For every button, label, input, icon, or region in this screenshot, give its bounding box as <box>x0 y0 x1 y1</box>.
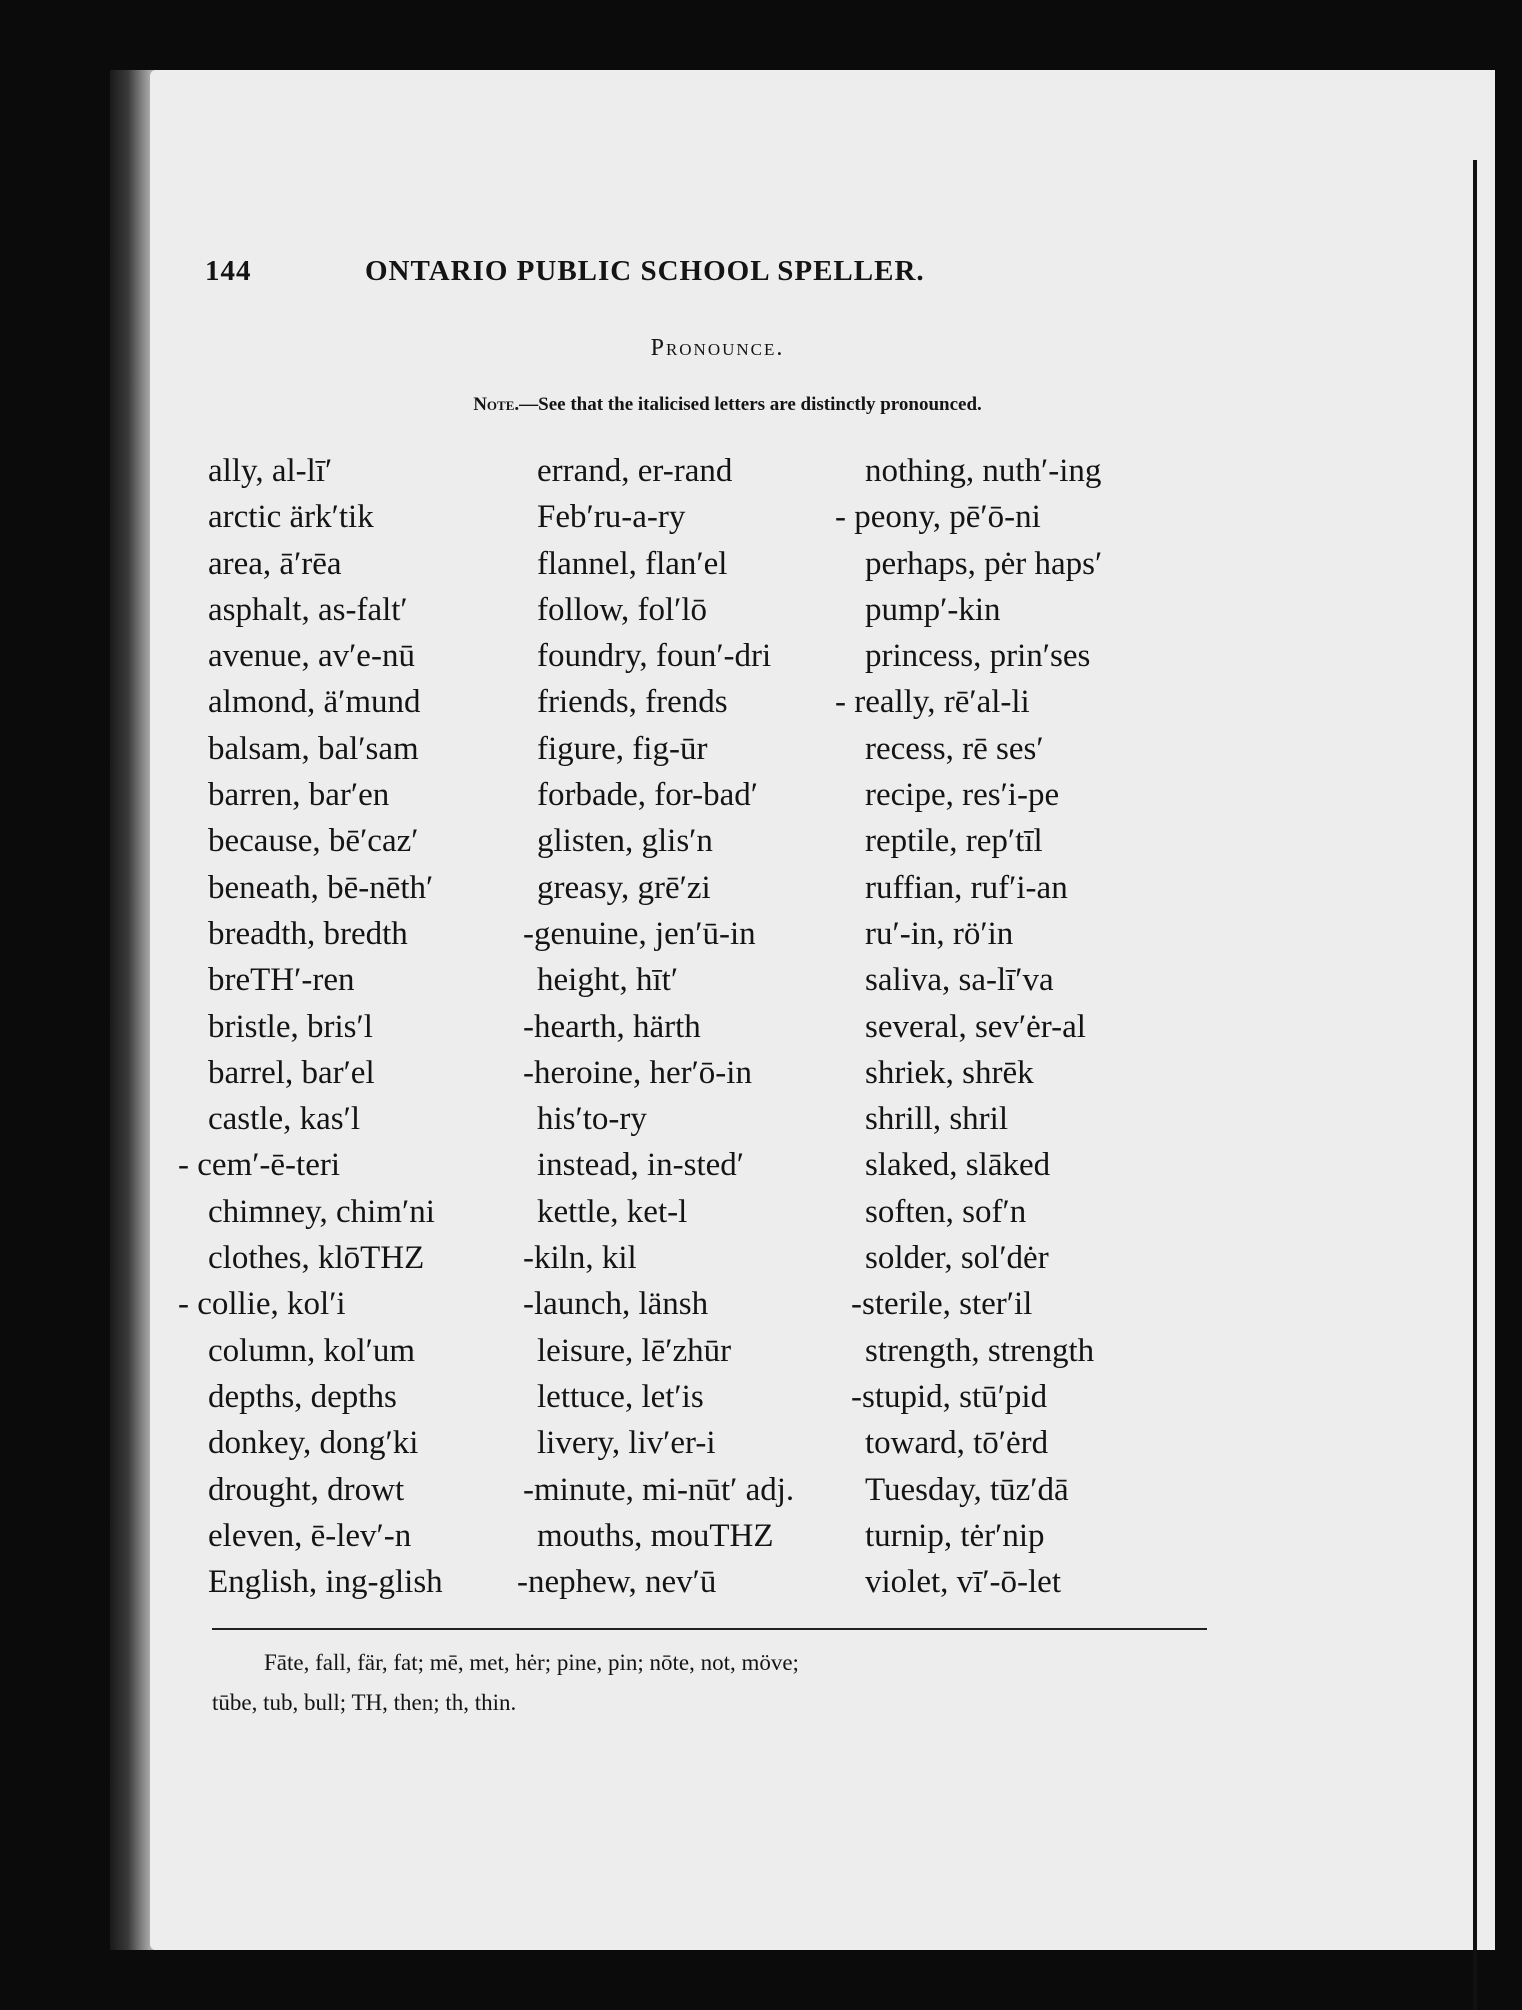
word-entry: livery, liv′er-i <box>537 1425 716 1462</box>
word-entry: forbade, for-bad′ <box>537 777 758 814</box>
word-entry: soften, sof′n <box>865 1193 1027 1230</box>
word-entry: leisure, lē′zhūr <box>537 1332 732 1369</box>
word-entry: friends, frends <box>537 684 728 721</box>
word-entry: -minute, mi-nūt′ adj. <box>523 1471 795 1508</box>
word-entry: foundry, foun′-dri <box>537 638 772 675</box>
word-entry: - peony, pē′ō-ni <box>835 499 1041 536</box>
word-entry: nothing, nuth′-ing <box>865 453 1102 489</box>
word-entry: barren, bar′en <box>208 777 390 814</box>
word-entry: donkey, dong′ki <box>208 1425 419 1462</box>
word-entry: clothes, klōTHZ <box>208 1240 425 1277</box>
word-column-3 <box>835 448 1335 1605</box>
word-entry: perhaps, pėr haps′ <box>865 545 1103 582</box>
word-entry: recipe, res′i-pe <box>865 777 1060 814</box>
word-entry: turnip, tėr′nip <box>865 1517 1045 1554</box>
word-entry: bristle, bris′l <box>208 1008 373 1045</box>
word-entry: balsam, bal′sam <box>208 730 419 767</box>
word-entry: beneath, bē-nēth′ <box>208 869 434 906</box>
word-entry: strength, strength <box>865 1332 1095 1369</box>
word-entry: slaked, slāked <box>865 1147 1051 1184</box>
word-entry: -heroine, her′ō-in <box>523 1054 752 1091</box>
word-entry: shrill, shril <box>865 1101 1009 1138</box>
word-entry: -hearth, härth <box>523 1008 701 1045</box>
word-entry: - collie, kol′i <box>178 1286 346 1323</box>
word-entry: -kiln, kil <box>523 1240 637 1277</box>
word-entry: saliva, sa-lī′va <box>865 962 1054 999</box>
page-title: ONTARIO PUBLIC SCHOOL SPELLER. <box>365 255 925 287</box>
word-entry: flannel, flan′el <box>537 545 728 582</box>
word-entry: barrel, bar′el <box>208 1054 375 1091</box>
word-entry: solder, sol′dėr <box>865 1240 1049 1277</box>
note-lead: Note. <box>473 394 520 415</box>
note-text: —See that the italicised letters are distinctly pronounced. <box>519 394 982 415</box>
word-entry: - cem′-ē-teri <box>178 1147 341 1184</box>
word-entry: princess, prin′ses <box>865 638 1091 675</box>
word-entry: - really, rē′al-li <box>835 684 1030 721</box>
word-entry: because, bē′caz′ <box>208 823 419 860</box>
word-entry: several, sev′ėr-al <box>865 1008 1086 1045</box>
word-entry: ruffian, ruf′i-an <box>865 869 1068 906</box>
word-entry: drought, drowt <box>208 1471 405 1508</box>
word-entry: lettuce, let′is <box>537 1378 704 1415</box>
word-entry: his′to-ry <box>537 1101 647 1138</box>
word-entry: eleven, ē-lev′-n <box>208 1517 412 1554</box>
word-entry: ru′-in, rö′in <box>865 915 1014 952</box>
word-entry: breTH′-ren <box>208 962 355 999</box>
word-entry: shriek, shrēk <box>865 1054 1034 1091</box>
pronunciation-key-line-1: Fāte, fall, fär, fat; mē, met, hėr; pine, pin; nōte, not, möve; <box>264 1650 799 1675</box>
word-entry: pump′-kin <box>865 591 1001 628</box>
word-entry: violet, vī′-ō-let <box>865 1564 1062 1601</box>
word-entry: height, hīt′ <box>537 962 679 999</box>
page-edge <box>1473 160 1477 2010</box>
word-entry: figure, fig-ūr <box>537 730 708 767</box>
word-entry: glisten, glis′n <box>537 823 713 860</box>
word-entry: English, ing-glish <box>208 1564 443 1601</box>
word-entry: chimney, chim′ni <box>208 1193 435 1230</box>
word-entry: -launch, länsh <box>523 1286 709 1323</box>
word-entry: -sterile, ster′il <box>851 1286 1033 1323</box>
word-entry: column, kol′um <box>208 1332 416 1369</box>
word-entry: greasy, grē′zi <box>537 869 711 906</box>
page-number: 144 <box>205 255 252 287</box>
word-entry: almond, ä′mund <box>208 684 421 721</box>
word-entry: mouths, mouTHZ <box>537 1517 774 1554</box>
section-title: Pronounce. <box>650 335 785 361</box>
word-entry: Feb′ru-a-ry <box>537 499 686 536</box>
word-entry: avenue, av′e-nū <box>208 638 415 675</box>
word-entry: errand, er-rand <box>537 453 733 489</box>
word-entry: castle, kas′l <box>208 1101 360 1138</box>
note <box>0 394 1345 416</box>
word-entry: breadth, bredth <box>208 915 408 952</box>
word-entry: depths, depths <box>208 1378 397 1415</box>
word-entry: -genuine, jen′ū-in <box>523 915 756 952</box>
word-entry: -nephew, nev′ū <box>517 1564 717 1601</box>
footer-rule <box>212 1628 1207 1630</box>
word-entry: reptile, rep′tīl <box>865 823 1043 860</box>
word-entry: arctic ärk′tik <box>208 499 374 536</box>
word-entry: recess, rē ses′ <box>865 730 1044 767</box>
word-entry: ally, al-lī′ <box>208 453 333 489</box>
word-entry: follow, fol′lō <box>537 591 708 628</box>
word-entry: asphalt, as-falt′ <box>208 591 408 628</box>
word-entry: Tuesday, tūz′dā <box>865 1471 1069 1508</box>
word-entry: kettle, ket-l <box>537 1193 688 1230</box>
word-entry: instead, in-sted′ <box>537 1147 745 1184</box>
pronunciation-key-line-2: tūbe, tub, bull; TH, then; th, thin. <box>212 1690 517 1715</box>
word-entry: area, ā′rēa <box>208 545 342 582</box>
word-entry: -stupid, stū′pid <box>851 1378 1048 1415</box>
word-entry: toward, tō′ėrd <box>865 1425 1049 1462</box>
